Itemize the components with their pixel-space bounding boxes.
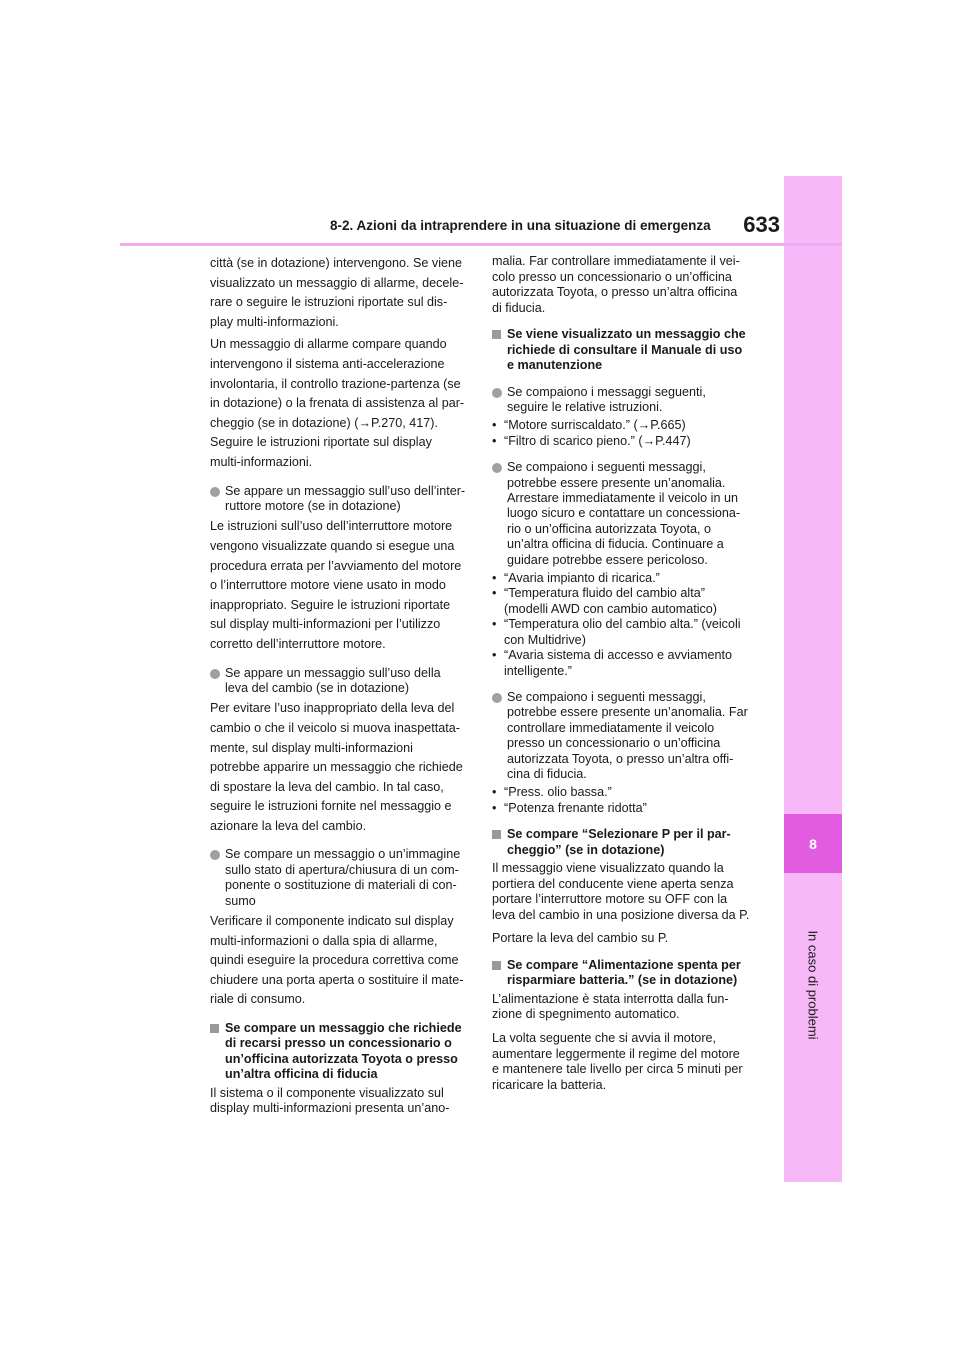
item-text: Se compaiono i seguenti messaggi, potrebbe essere presente un’anomalia. Arrestare immediatamente il veicolo in un luogo sicuro e contattare un concessiona-rio o un’officina autorizzata Toyota, o un’altra officina di fiducia. Continuare a guidare potrebbe essere pericoloso. (507, 460, 741, 567)
bullet-item: • “Avaria impianto di ricarica.” (492, 571, 660, 586)
item-text: Se compare un messaggio o un’immagine sullo stato di apertura/chiusura di un com-ponente o sostituzione di materiali di con-sumo (225, 847, 461, 908)
paragraph: malia. Far controllare immediatamente il vei-colo presso un concessionario o un’officina autorizzata Toyota, o presso un’altra officina di fiducia. (492, 254, 740, 315)
heading-text: Se compare un messaggio che richiede di recarsi presso un concessionario o un’officina autorizzata Toyota o presso un’altra officina di fiducia (225, 1021, 462, 1082)
item-text: Se compaiono i seguenti messaggi, potrebbe essere presente un’anomalia. Far controllare immediatamente il veicolo presso un concessionario o un’officina autorizzata Toyota, o presso un’altra offi-cina di fiducia. (507, 689, 748, 781)
item-text: Se appare un messaggio sull’uso dell’inter-ruttore motore (se in dotazione) (225, 483, 466, 513)
right-column (492, 254, 750, 1096)
heading-text: Se viene visualizzato un messaggio che richiede di consultare il Manuale di uso e manutenzione (507, 327, 746, 373)
circle-bullet-icon (210, 487, 220, 497)
bullet-item: • “Motore surriscaldato.” (→P.665) (492, 418, 686, 433)
bullet-item: • “Potenza frenante ridotta” (492, 800, 647, 815)
bullet-item: • “Press. olio bassa.” (492, 785, 612, 800)
square-bullet-icon (210, 1024, 219, 1033)
paragraph: città (se in dotazione) intervengono. Se viene visualizzato un messaggio di allarme, decele-rare o seguire le istruzioni riportate sul dis-play multi-informazioni. (210, 256, 464, 329)
paragraph: Il messaggio viene visualizzato quando la portiera del conducente viene aperta senza portare l’interruttore motore su OFF con la leva del cambio in una posizione diversa da P. (492, 860, 750, 922)
circle-bullet-icon (492, 388, 502, 398)
paragraph: Portare la leva del cambio su P. (492, 931, 669, 946)
bullet-item: • “Temperatura fluido del cambio alta” (modelli AWD con cambio automatico) (492, 586, 750, 617)
bullet-text: “Filtro di scarico pieno.” (→P.447) (504, 433, 691, 448)
bullet-text: “Temperatura olio del cambio alta.” (veicoli con Multidrive) (504, 617, 741, 647)
header-rule (120, 243, 842, 246)
square-heading (492, 327, 750, 373)
paragraph: Per evitare l’uso inappropriato della leva del cambio o che il veicolo si muova inaspettata-mente, sul display multi-informazioni potrebbe apparire un messaggio che richiede di spostare la leva del cambio. In tal caso, seguire le istruzioni fornite nel messaggio e azionare la leva del cambio. (210, 701, 463, 833)
circle-bullet-icon (210, 669, 220, 679)
circle-item (492, 690, 750, 782)
paragraph: Verificare il componente indicato sul display multi-informazioni o dalla spia di allarme, quindi eseguire la procedura correttiva come chiudere una porta aperta o sostituire il mate-riale di consumo. (210, 914, 464, 1007)
circle-bullet-icon (210, 850, 220, 860)
square-bullet-icon (492, 830, 501, 839)
circle-item (492, 460, 750, 568)
bullet-text: “Potenza frenante ridotta” (504, 800, 647, 815)
bullet-item: • “Avaria sistema di accesso e avviamento intelligente.” (492, 648, 750, 679)
square-bullet-icon (492, 961, 501, 970)
bullet-item: • “Filtro di scarico pieno.” (→P.447) (492, 433, 691, 448)
bullet-item: • “Temperatura olio del cambio alta.” (veicoli con Multidrive) (492, 617, 750, 648)
bullet-text: “Avaria sistema di accesso e avviamento intelligente.” (504, 648, 732, 678)
paragraph: Un messaggio di allarme compare quando intervengono il sistema anti-accelerazione involontaria, il controllo trazione-partenza (se in dotazione) o la frenata di assistenza al par-cheggio (se in dotazione) (→P.270, 417). Seguire le istruzioni riportate sul display multi-informazioni. (210, 337, 465, 469)
left-column (210, 254, 466, 1120)
circle-bullet-icon (492, 693, 502, 703)
paragraph: La volta seguente che si avvia il motore, aumentare leggermente il regime del motore e mantenere tale livello per circa 5 minuti per ricaricare la batteria. (492, 1030, 743, 1092)
circle-item (210, 666, 466, 697)
heading-text: Se compare “Selezionare P per il par-cheggio” (se in dotazione) (507, 827, 731, 857)
item-text: Se compaiono i messaggi seguenti, seguire le relative istruzioni. (507, 384, 706, 414)
heading-text: Se compare “Alimentazione spenta per risparmiare batteria.” (se in dotazione) (507, 957, 741, 988)
paragraph: L’alimentazione è stata interrotta dalla fun-zione di spegnimento automatico. (492, 991, 729, 1022)
circle-item (492, 385, 750, 416)
chapter-number-box (784, 814, 842, 873)
paragraph: Il sistema o il componente visualizzato sul display multi-informazioni presenta un’ano- (210, 1085, 450, 1116)
square-heading (492, 958, 750, 989)
circle-item (210, 484, 466, 515)
square-heading (210, 1021, 466, 1083)
square-bullet-icon (492, 330, 501, 339)
chapter-number: 8 (809, 835, 817, 852)
paragraph: Le istruzioni sull’uso dell’interruttore motore vengono visualizzate quando si esegue una procedura errata per l’avviamento del motore o l’interruttore motore viene usato in modo inappropriato. Seguire le istruzioni riportate sul display multi-informazioni per l’utilizzo corretto dell’interruttore motore. (210, 519, 462, 651)
square-heading (492, 827, 750, 858)
item-text: Se appare un messaggio sull’uso della leva del cambio (se in dotazione) (225, 665, 441, 695)
bullet-text: “Press. olio bassa.” (504, 785, 612, 800)
chapter-label: In caso di problemi (805, 930, 821, 1040)
bullet-text: “Temperatura fluido del cambio alta” (modelli AWD con cambio automatico) (504, 586, 718, 616)
section-title: 8-2. Azioni da intraprendere in una situazione di emergenza (330, 218, 711, 233)
bullet-text: “Motore surriscaldato.” (→P.665) (504, 418, 686, 433)
circle-item (210, 847, 466, 909)
circle-bullet-icon (492, 463, 502, 473)
page-number: 633 (743, 212, 780, 237)
bullet-text: “Avaria impianto di ricarica.” (504, 571, 660, 586)
